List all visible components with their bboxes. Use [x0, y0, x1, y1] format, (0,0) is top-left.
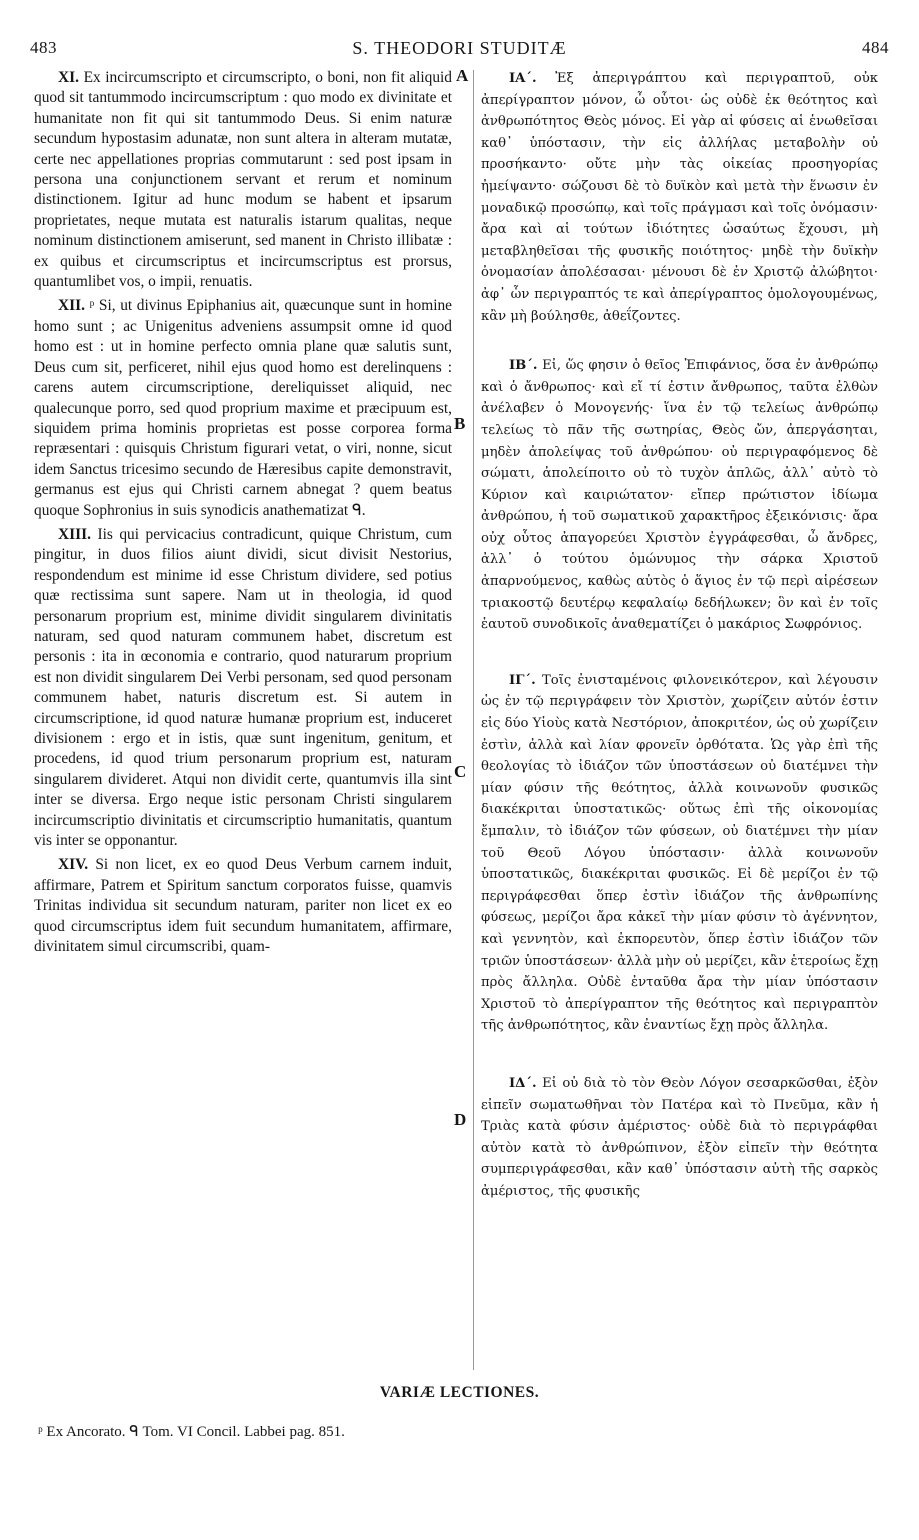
column-divider [473, 70, 474, 1370]
greek-section-11: ΙΑ΄. Ἐξ ἀπεριγράπτου καὶ περιγραπτοῦ, οὐκ ἀπερίγραπτον μόνον, ὦ οὗτοι· ὡς οὐδὲ ἐκ θεότητος καὶ ἀνθρωπότητος Θεὸς μόνος. Εἰ γὰρ αἱ φύσεις αἱ ἑνωθεῖσαι καθ᾽ ὑπόστασιν, τὴν εἰς ἀλλήλας μεταβολὴν οὐ προσήκαντο· οὔτε μὴν τὰς οἰκείας προσηγορίας ἠμείψαντο· σώζουσι δὲ τὸ δυϊκὸν καὶ μετὰ τὴν ἕνωσιν ἐν μοναδικῷ προσώπῳ, καὶ τοῖς πράγμασι καὶ τοῖς ὀνόμασιν· ἄρα καὶ αἱ τούτων ἰδιότητες ὡσαύτως ἔχουσι, μὴ μεταβληθεῖσαι τῆς φυσικῆς ποιότητος· μηδὲ τὴν δυϊκὴν ὀνομασίαν ἀπολέσασαι· μένουσι δὲ ἐν Χριστῷ ἀλώβητοι· ἀφ᾽ ὧν περιγραπτός τε καὶ ἀπερίγραπτος ὁμολογουμένως, κἂν μὴ βούλησθε, ἀθεΐζοντες. [481, 71, 878, 324]
greek-section-12: ΙΒ΄. Εἰ, ὥς φησιν ὁ θεῖος Ἐπιφάνιος, ὅσα ἐν ἀνθρώπῳ καὶ ὁ ἄνθρωπος· καὶ εἴ τί ἐστιν ἄνθρωπος, ταῦτα ἐλθὼν ἀνέλαβεν ὁ Μονογενής· ἵνα ἐν τῷ τελείως ἀνθρώπῳ τελείως τὸ πᾶν τῆς σωτηρίας, Θεὸς ὤν, ἀπεργάσηται, μηδὲν ἀπολείψας τοῦ ἀνθρώπου· οὐ περιγραφόμενος δὲ σώματι, ἀπολείποιτο οὐ τὸ τυχὸν ἁπλῶς, ἀλλ᾽ αὐτὸ τὸ Κύριον καὶ καιριώτατον· εἴπερ πρώτιστον ἰδίωμα ἀνθρώπου, ἡ τοῦ σωματικοῦ χαρακτῆρος ἐξεικόνισις· ἄρα οὐχ οὗτος ἀπαγορεύει Χριστὸν ἐγγράφεσθαι, ὦ ἄνδρες, ἀλλ᾽ ὁ τούτου ὁμώνυμος τὴν σάρκα Χριστοῦ ἀπαρνούμενος, καθὼς αὐτὸς ὁ ἅγιος ἐν τῷ περὶ αἱρέσεων τριακοστῷ δευτέρῳ κεφαλαίῳ δεδήλωκεν; ὃν καὶ ἐν τοῖς ἑαυτοῦ συνοδικοῖς ἀναθεματίζει ὁ μακάριος Σωφρόνιος. [481, 358, 878, 633]
page-header [0, 30, 919, 60]
latin-section-12: XII. ᵖ Si, ut divinus Epiphanius ait, quæcunque sunt in homine homo sunt ; ac Unigenitus adveniens assumpsit omne id quod homo est : ut in homine perfecto omnia plane quæ salutis sunt, Deus cum sit, perficeret, nihil ejus quod homo est derelinquens : carens autem circumscriptione, dereliquisset aliquid, nec qualecunque porro, sed quod proprium maxime et præcipuum est, siquidem prima hominis proprietas est posse corporea forma repræsentari : quisquis Christum figurari vetat, o viri, nonne, sicut idem Sanctus tricesimo secundo de Hæresibus capite demonstravit, germanus est ejus qui Christi carnem abnegat ? quem beatus quoque Sophronius in suis synodicis anathematizat ᑫ. [34, 297, 452, 519]
margin-letter-a: A [456, 66, 469, 85]
greek-section-14: ΙΔ΄. Εἰ οὐ διὰ τὸ τὸν Θεὸν Λόγον σεσαρκῶσθαι, ἐξὸν εἰπεῖν σωματωθῆναι τὸν Πατέρα καὶ τὸ Πνεῦμα, κἂν ἡ Τριὰς κατὰ φύσιν ἀμέριστος· οὐδὲ διὰ τὸ περιγράφθαι αὐτὸν κατὰ τὸ ἀνθρώπινον, ἐξὸν εἰπεῖν τὴν θεότητα συμπεριγράφεσθαι, κἂν καθ᾽ ὑπόστασιν αὐτὴ τῆς σαρκὸς ἀμέριστος, τῆς φυσικῆς [481, 1075, 878, 1199]
running-title: S. THEODORI STUDITÆ [352, 38, 567, 58]
greek-section-13: ΙΓ΄. Τοῖς ἐνισταμένοις φιλονεικότερον, καὶ λέγουσιν ὡς ἐν τῷ περιγράφειν τὸν Χριστὸν, χωρίζειν αὐτόν ἐστιν εἰς δύο Υἱοὺς κατὰ Νεστόριον, ἀποκριτέον, ὡς οὐ χωρίζειν ἐστὶν, ἀλλὰ καὶ λίαν φρονεῖν ὀρθότατα. Ὡς γὰρ ἐπὶ τῆς θεολογίας τὸ ἰδιάζον τῶν ὑποστάσεων οὐ διατέμνει τὴν μίαν φύσιν τῆς θεότητος, ἀλλὰ κοινωνοῦν φυσικῶς διακέκριται ὑποστατικῶς· οὕτως ἐπὶ τῆς οἰκονομίας ἔμπαλιν, τὸ ἰδιάζον τῶν φύσεων, οὐ διατέμνει τὴν μίαν τοῦ Θεοῦ Λόγου ὑπόστασιν· ἀλλὰ κοινωνοῦν ὑποστατικῶς, διακέκριται φυσικῶς. Εἰ δὲ μερίζοι ἐν τῷ περιγράφεσθαι ὅπερ ἐστὶν ἰδιάζον τῆς ἀνθρωπίνης φύσεως, μερίζοι ἄρα κἀκεῖ τὴν μίαν φύσιν τὸ ἀγέννητον, καὶ γεννητὸν, καὶ ἐκπορευτὸν, ὅπερ ἐστὶν ἰδιάζον τῶν τριῶν ὑποστάσεων· ἀλλὰ μὴν οὐ μερίζει, κἂν ἑτεροίως ἔχῃ πρὸς ἄλληλα. Οὐδὲ ἐνταῦθα ἄρα τὴν μίαν ὑπόστασιν Χριστοῦ τὸ ἀπερίγραπτον τῆς θεότητος καὶ περιγραπτὸν τῆς ἀνθρωπότητος, κἂν ἐναντίως ἔχῃ πρὸς ἄλληλα. [481, 672, 878, 1034]
margin-letter-b: B [454, 414, 466, 433]
page-number-left: 483 [30, 38, 57, 57]
latin-section-11: XI. Ex incircumscripto et circumscripto, o boni, non fit aliquid quod sit tantummodo incircumscriptum : quo modo ex divinitate et humanitate non fit qui sit tantummodo Deus. Si enim naturæ secundum hypostasim adunatæ, non sunt altera in alteram mutatæ, certe nec appellationes proprias commutarunt : sed post ipsam in persona una conjunctionem servant et rerum et nominum distinctionem. Igitur ad hunc modum se habent et ipsarum proprietates, neque mutata est naturalis istarum qualitas, neque nominum distinctionem amiserunt, sed manent in Christo illibatæ : ex quibus et circumscriptus et incircumscriptus est prorsus, quantumlibet vos, o impii, renuatis. [34, 69, 452, 291]
latin-section-13: XIII. Iis qui pervicacius contradicunt, quique Christum, cum pingitur, in duos filios aiunt dividi, sicut divisit Nestorius, respondendum est minime id esse Christum dividere, sed potius quæ rectissima sunt sapere. Nam ut in theologia, id quod personarum proprium est, minime dividit singularem divinitatis naturam, sed quod naturam communem habet, discretum est personis : ita in œconomia e contrario, quod naturarum proprium est non dividit singularem Dei Verbi personam, sed quod personam communem habet, naturis discretum est. Si autem in circumscriptione, id quod naturæ humanæ proprium est, induceret divisionem : ergo et in istis, quæ sunt ingenitum, genitum, et procedens, id quod trium personarum proprium est, naturam singularem divideret. Atqui non dividit certe, quantumvis illa sint inter se diversa. Ergo neque istic personam Christi singularem incircumscriptio divinitatis et circumscriptio humanitatis, quantum vis inter se opponantur. [34, 525, 452, 850]
page-number-right: 484 [862, 38, 889, 57]
variae-lectiones-note: ᵖ Ex Ancorato. ᑫ Tom. VI Concil. Labbei pag. 851. [38, 1424, 345, 1440]
latin-section-14: XIV. Si non licet, ex eo quod Deus Verbum carnem induit, affirmare, Patrem et Spiritum sanctum corporatos fuisse, quamvis Trinitas individua sit secundum naturam, pariter non licet ex eo quod circumscriptus idem fuit secundum humanitatem, affirmare, divinitatem simul circumscribi, quam- [34, 856, 452, 956]
latin-column [34, 68, 452, 957]
margin-letter-d: D [454, 1110, 467, 1129]
variae-lectiones-heading: VARIÆ LECTIONES. [379, 1384, 540, 1401]
margin-letter-c: C [454, 762, 467, 781]
greek-column [481, 68, 878, 1203]
